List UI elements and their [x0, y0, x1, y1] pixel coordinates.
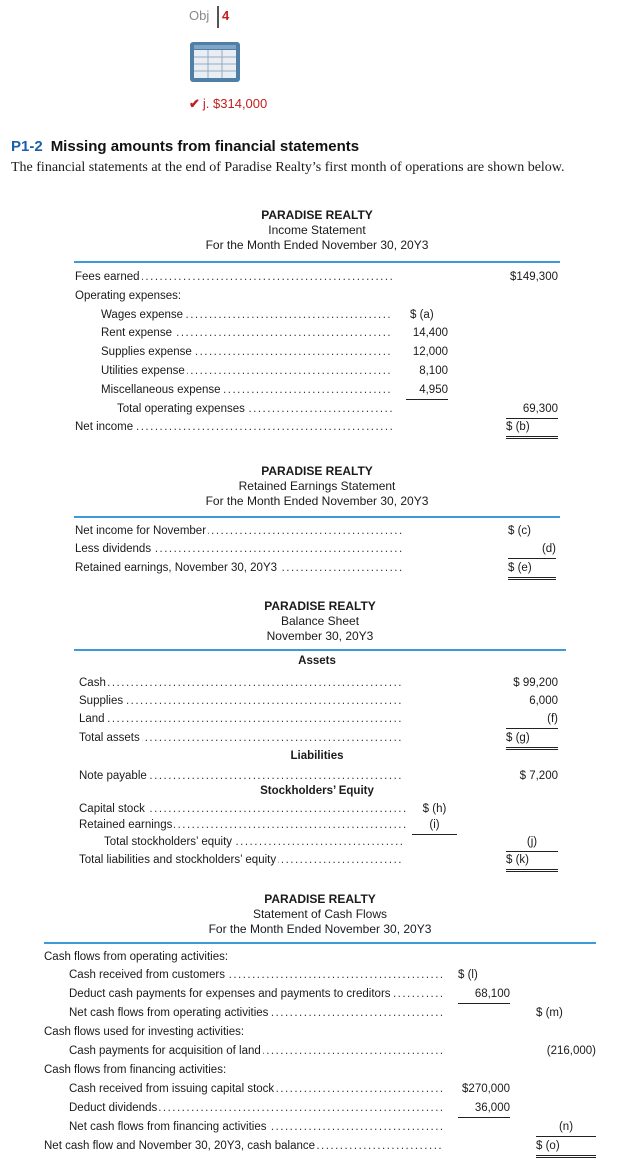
asset-row: Land ..... (f): [0, 710, 628, 728]
income-statement-heading: PARADISE REALTY Income Statement For the Month Ended November 30, 20Y3: [205, 208, 429, 252]
problem-title: P1-2 Missing amounts from financial statements: [11, 138, 360, 155]
cashflow-rule: [44, 942, 596, 944]
income-rule: [74, 261, 560, 263]
cashflow-heading: PARADISE REALTY Statement of Cash Flows For the Month Ended November 30, 20Y3: [208, 892, 432, 936]
note-payable-row: Note payable ..... $ 7,200: [0, 767, 628, 785]
income-opex-label: Operating expenses:: [75, 290, 182, 302]
asset-row: Supplies ..... 6,000: [0, 692, 628, 710]
income-item-row: Utilities expense ..... 8,100: [0, 362, 628, 380]
checkmark-icon: ✔: [189, 96, 200, 111]
income-fees-row: Fees earned ..... $149,300: [0, 268, 628, 286]
liabilities-heading: Liabilities: [290, 750, 344, 762]
retained-row: Net income for November ..... $ (c): [0, 522, 628, 540]
income-item-row: Wages expense ..... $ (a): [0, 306, 628, 324]
check-figure: ✔ j. $314,000: [189, 96, 268, 111]
total-equity-row: Total stockholders’ equity ..... (j): [0, 833, 628, 851]
cf-row: Net cash flows from operating activities ..... $ (m): [0, 1004, 628, 1022]
balance-rule: [74, 649, 566, 651]
problem-intro: The financial statements at the end of Paradise Realty’s first month of operations are shown below.: [11, 160, 565, 175]
financing-heading: Cash flows from financing activities:: [44, 1064, 227, 1076]
cf-row: Deduct cash payments for expenses and payments to creditors ..... 68,100: [0, 985, 628, 1003]
cf-final-row: Net cash flow and November 30, 20Y3, cash balance ..... $ (o): [0, 1137, 628, 1155]
operating-heading: Cash flows from operating activities:: [44, 951, 229, 963]
income-item-row: Miscellaneous expense ..... 4,950: [0, 381, 628, 399]
income-item-row: Supplies expense ..... 12,000: [0, 343, 628, 361]
asset-row: Cash ..... $ 99,200: [0, 674, 628, 692]
cf-row: Cash payments for acquisition of land ..... (216,000): [0, 1042, 628, 1060]
investing-heading: Cash flows used for investing activities:: [44, 1026, 245, 1038]
equity-heading: Stockholders’ Equity: [260, 785, 374, 797]
objective-divider: [217, 6, 219, 28]
income-item-row: Rent expense ..... 14,400: [0, 324, 628, 342]
retained-heading: PARADISE REALTY Retained Earnings Statement For the Month Ended November 30, 20Y3: [205, 464, 429, 508]
cf-row: Cash received from customers ..... $ (l): [0, 966, 628, 984]
objective-label: Obj: [189, 8, 210, 23]
objective-number: 4: [222, 8, 230, 23]
assets-heading: Assets: [298, 655, 336, 667]
cf-row: Cash received from issuing capital stock ..... $270,000: [0, 1080, 628, 1098]
asset-total-row: Total assets ..... $ (g): [0, 729, 628, 747]
income-net-row: Net income ..... $ (b): [0, 418, 628, 436]
balance-heading: PARADISE REALTY Balance Sheet November 30, 20Y3: [264, 599, 376, 643]
retained-row: Retained earnings, November 30, 20Y3 ..... $ (e): [0, 559, 628, 577]
spreadsheet-icon: [190, 40, 240, 82]
retained-row: Less dividends ..... (d): [0, 540, 628, 558]
total-liab-equity-row: Total liabilities and stockholders’ equity ..... $ (k): [0, 851, 628, 869]
retained-rule: [74, 516, 560, 518]
problem-number: P1-2: [11, 138, 43, 155]
retained-earnings-row: Retained earnings ..... (i): [0, 816, 628, 834]
cf-row: Deduct dividends ..... 36,000: [0, 1099, 628, 1117]
cf-row: Net cash flows from financing activities ..... (n): [0, 1118, 628, 1136]
income-total-row: Total operating expenses ..... 69,300: [0, 400, 628, 418]
capital-stock-row: Capital stock ..... $ (h): [0, 800, 628, 818]
